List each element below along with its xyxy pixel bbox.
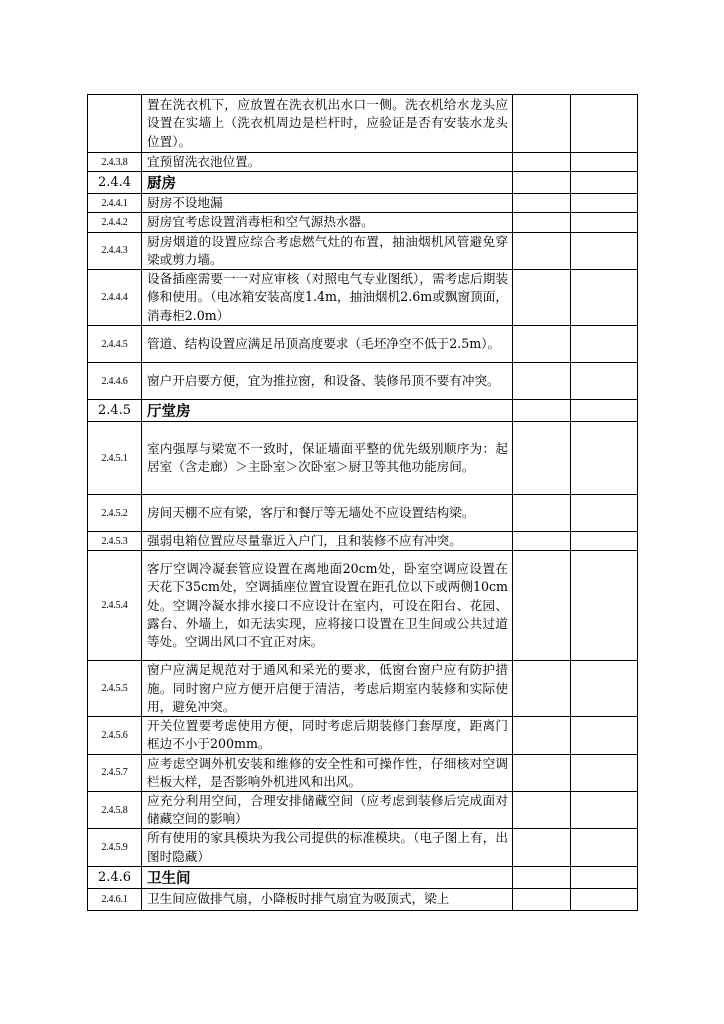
section-title: 卫生间	[142, 866, 513, 888]
item-number: 2.4.5.9	[88, 829, 142, 866]
item-text: 房间天棚不应有梁，客厅和餐厅等无墙处不应设置结构梁。	[142, 495, 513, 532]
check-cell	[513, 866, 571, 888]
item-number: 2.4.4.4	[88, 270, 142, 326]
item-row	[88, 661, 638, 717]
item-number: 2.4.5.7	[88, 754, 142, 791]
remark-cell	[571, 326, 638, 363]
item-number: 2.4.3.8	[88, 153, 142, 172]
item-number: 2.4.5.8	[88, 792, 142, 829]
item-row	[88, 829, 638, 866]
check-cell	[513, 422, 571, 495]
item-row	[88, 232, 638, 269]
item-row	[88, 194, 638, 213]
item-row	[88, 213, 638, 232]
item-number: 2.4.5.1	[88, 422, 142, 495]
check-cell	[513, 270, 571, 326]
item-row	[88, 888, 638, 910]
check-cell	[513, 532, 571, 551]
item-row	[88, 422, 638, 495]
check-cell	[513, 551, 571, 661]
item-text: 厨房不设地漏	[142, 194, 513, 213]
item-row	[88, 792, 638, 829]
item-row	[88, 495, 638, 532]
remark-cell	[571, 495, 638, 532]
item-text: 应考虑空调外机安装和维修的安全性和可操作性，仔细核对空调栏板大样，是否影响外机进风和出风。	[142, 754, 513, 791]
check-cell	[513, 888, 571, 910]
check-cell	[513, 792, 571, 829]
item-number: 2.4.6.1	[88, 888, 142, 910]
item-row	[88, 532, 638, 551]
check-cell	[513, 326, 571, 363]
remark-cell	[571, 194, 638, 213]
check-cell	[513, 172, 571, 194]
check-cell	[513, 495, 571, 532]
item-text: 厨房烟道的设置应综合考虑燃气灶的布置，抽油烟机风管避免穿梁或剪力墙。	[142, 232, 513, 269]
item-text: 室内强厚与梁宽不一致时，保证墙面平整的优先级别顺序为：起居室（含走廊）＞主卧室＞次卧室＞厨卫等其他功能房间。	[142, 422, 513, 495]
item-text: 开关位置要考虑使用方便，同时考虑后期装修门套厚度，距离门框边不小于200mm。	[142, 717, 513, 754]
item-number: 2.4.4.1	[88, 194, 142, 213]
check-cell	[513, 829, 571, 866]
item-text: 厨房宜考虑设置消毒柜和空气源热水器。	[142, 213, 513, 232]
remark-cell	[571, 717, 638, 754]
section-title: 厨房	[142, 172, 513, 194]
check-cell	[513, 213, 571, 232]
item-text: 置在洗衣机下，应放置在洗衣机出水口一侧。洗衣机给水龙头应设置在实墙上（洗衣机周边是栏杆时，应验证是否有安装水龙头位置）。	[142, 95, 513, 153]
remark-cell	[571, 172, 638, 194]
item-text: 客厅空调冷凝套管应设置在离地面20cm处，卧室空调应设置在天花下35cm处，空调插座位置宜设置在距孔位以下或两侧10cm处。空调冷凝水排水接口不应设计在室内，可设在阳台、花园、露台、外墙上，如无法实现，应将接口设置在卫生间或公共过道等处。空调出风口不宜正对床。	[142, 551, 513, 661]
remark-cell	[571, 95, 638, 153]
check-cell	[513, 95, 571, 153]
remark-cell	[571, 829, 638, 866]
checklist-table	[87, 94, 638, 911]
check-cell	[513, 363, 571, 400]
section-number: 2.4.4	[88, 172, 142, 194]
item-text: 卫生间应做排气扇，小降板时排气扇宜为吸顶式，梁上	[142, 888, 513, 910]
item-row	[88, 551, 638, 661]
item-text: 窗户应满足规范对于通风和采光的要求，低窗台窗户应有防护措施。同时窗户应方便开启便于清洁，考虑后期室内装修和实际使用，避免冲突。	[142, 661, 513, 717]
item-text: 应充分利用空间，合理安排储藏空间（应考虑到装修后完成面对储藏空间的影响）	[142, 792, 513, 829]
section-number: 2.4.6	[88, 866, 142, 888]
item-number: 2.4.5.5	[88, 661, 142, 717]
section-row	[88, 400, 638, 422]
check-cell	[513, 717, 571, 754]
remark-cell	[571, 754, 638, 791]
item-text: 所有使用的家具模块为我公司提供的标准模块。（电子图上有，出图时隐藏）	[142, 829, 513, 866]
check-cell	[513, 754, 571, 791]
item-number: 2.4.4.6	[88, 363, 142, 400]
item-text: 宜预留洗衣池位置。	[142, 153, 513, 172]
check-cell	[513, 661, 571, 717]
remark-cell	[571, 363, 638, 400]
item-row	[88, 326, 638, 363]
check-cell	[513, 194, 571, 213]
remark-cell	[571, 792, 638, 829]
section-title: 厅堂房	[142, 400, 513, 422]
item-row	[88, 153, 638, 172]
item-text: 设备插座需要一一对应审核（对照电气专业图纸），需考虑后期装修和使用。（电冰箱安装高度1.4m，抽油烟机2.6m或飘窗顶面，消毒柜2.0m）	[142, 270, 513, 326]
item-text: 强弱电箱位置应尽量靠近入户门，且和装修不应有冲突。	[142, 532, 513, 551]
item-row	[88, 363, 638, 400]
check-cell	[513, 153, 571, 172]
remark-cell	[571, 422, 638, 495]
remark-cell	[571, 661, 638, 717]
remark-cell	[571, 400, 638, 422]
remark-cell	[571, 270, 638, 326]
item-row	[88, 270, 638, 326]
section-row	[88, 172, 638, 194]
section-number: 2.4.5	[88, 400, 142, 422]
item-number: 2.4.5.3	[88, 532, 142, 551]
item-row	[88, 717, 638, 754]
item-text: 管道、结构设置应满足吊顶高度要求（毛坯净空不低于2.5m）。	[142, 326, 513, 363]
item-text: 窗户开启要方便，宜为推拉窗，和设备、装修吊顶不要有冲突。	[142, 363, 513, 400]
remark-cell	[571, 532, 638, 551]
item-row	[88, 95, 638, 153]
remark-cell	[571, 866, 638, 888]
check-cell	[513, 400, 571, 422]
remark-cell	[571, 551, 638, 661]
remark-cell	[571, 232, 638, 269]
item-number: 2.4.5.4	[88, 551, 142, 661]
check-cell	[513, 232, 571, 269]
item-row	[88, 754, 638, 791]
remark-cell	[571, 888, 638, 910]
remark-cell	[571, 213, 638, 232]
section-row	[88, 866, 638, 888]
remark-cell	[571, 153, 638, 172]
item-number: 2.4.4.3	[88, 232, 142, 269]
item-number: 2.4.4.2	[88, 213, 142, 232]
item-number: 2.4.4.5	[88, 326, 142, 363]
item-number	[88, 95, 142, 153]
item-number: 2.4.5.2	[88, 495, 142, 532]
item-number: 2.4.5.6	[88, 717, 142, 754]
